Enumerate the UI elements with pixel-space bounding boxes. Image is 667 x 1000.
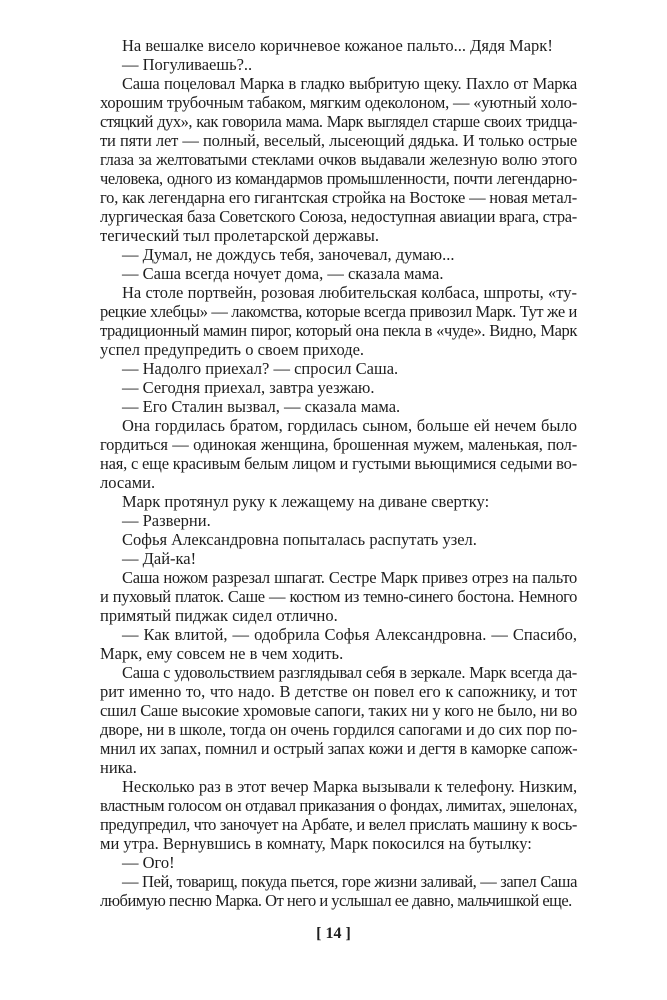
text-line: Саша ножом разрезал шпагат. Сестре Марк привез отрез на пальто <box>122 568 577 587</box>
text-line: рецкие хлебцы» — лакомства, которые всегда привозил Марк. Тут же и <box>100 302 577 321</box>
paragraph <box>100 397 577 416</box>
text-line: — Дай-ка! <box>122 549 197 568</box>
text-line: Несколько раз в этот вечер Марка вызывали к телефону. Низким, <box>122 777 577 796</box>
text-line: примятый пиджак сидел отлично. <box>100 606 338 625</box>
paragraph <box>100 625 577 663</box>
text-line: традиционный мамин пирог, который она пекла в «чуде». Видно, Марк <box>100 321 577 340</box>
text-line: лургическая база Советского Союза, недоступная авиации врага, стра- <box>100 207 577 226</box>
paragraph <box>100 55 577 74</box>
text-line: ти пяти лет — полный, веселый, лысеющий дядька. И только острые <box>100 131 577 150</box>
text-line: На вешалке висело коричневое кожаное пальто... Дядя Марк! <box>122 36 553 55</box>
text-line: властным голосом он отдавал приказания о фондах, лимитах, эшелонах, <box>100 796 577 815</box>
text-line: Саша с удовольствием разглядывал себя в зеркале. Марк всегда да- <box>122 663 577 682</box>
text-line: — Саша всегда ночует дома, — сказала мама. <box>122 264 444 283</box>
text-line: Она гордилась братом, гордилась сыном, больше ей нечем было <box>122 416 577 435</box>
page-body-text <box>100 36 577 910</box>
text-line: человека, одного из командармов промышленности, почти легендарно- <box>100 169 577 188</box>
paragraph <box>100 530 577 549</box>
text-line: и пуховый платок. Саше — костюм из темно-синего бостона. Немного <box>100 587 577 606</box>
text-line: стяцкий дух», как говорила мама. Марк выглядел старше своих тридца- <box>100 112 577 131</box>
text-line: Софья Александровна попыталась распутать узел. <box>122 530 477 549</box>
text-line: гордиться — одинокая женщина, брошенная мужем, маленькая, пол- <box>100 435 577 454</box>
text-line: — Думал, не дождусь тебя, заночевал, думаю... <box>122 245 455 264</box>
text-line: дворе, ни в школе, тогда он очень гордился сапогами и до сих пор по- <box>100 720 577 739</box>
text-line: го, как легендарна его гигантская стройка на Востоке — новая метал- <box>100 188 577 207</box>
paragraph <box>100 663 577 777</box>
text-line: — Разверни. <box>122 511 211 530</box>
text-line: — Его Сталин вызвал, — сказала мама. <box>122 397 401 416</box>
text-line: сшил Саше высокие хромовые сапоги, таких ни у кого не было, ни во <box>100 701 577 720</box>
text-line: — Ого! <box>122 853 175 872</box>
text-line: — Сегодня приехал, завтра уезжаю. <box>122 378 375 397</box>
paragraph <box>100 777 577 853</box>
paragraph <box>100 492 577 511</box>
text-line: мнил их запах, помнил и острый запах кожи и дегтя в каморке сапож- <box>100 739 578 758</box>
paragraph <box>100 872 577 910</box>
paragraph <box>100 511 577 530</box>
page-number: [ 14 ] <box>316 925 351 942</box>
text-line: На столе портвейн, розовая любительская колбаса, шпроты, «ту- <box>122 283 577 302</box>
text-line: хорошим трубочным табаком, мягким одеколоном, — «уютный холо- <box>100 93 577 112</box>
paragraph <box>100 549 577 568</box>
text-line: предупредил, что заночует на Арбате, и велел прислать машину к вось- <box>100 815 577 834</box>
text-line: — Как влитой, — одобрила Софья Александровна. — Спасибо, <box>122 625 577 644</box>
paragraph <box>100 359 577 378</box>
text-line: — Надолго приехал? — спросил Саша. <box>122 359 399 378</box>
text-line: любимую песню Марка. От него и услышал ее давно, мальчишкой еще. <box>100 891 572 910</box>
paragraph <box>100 36 577 55</box>
text-line: — Погуливаешь?.. <box>122 55 253 74</box>
text-line: ника. <box>100 758 137 777</box>
text-line: глаза за желтоватыми стеклами очков выдавали железную волю этого <box>100 150 577 169</box>
text-line: ная, с еще красивым белым лицом и густыми вьющимися седыми во- <box>100 454 577 473</box>
paragraph <box>100 264 577 283</box>
text-line: Марк протянул руку к лежащему на диване свертку: <box>122 492 490 511</box>
text-line: Марк, ему совсем не в чем ходить. <box>100 644 344 663</box>
text-line: успел предупредить о своем приходе. <box>100 340 365 359</box>
text-line: лосами. <box>100 473 156 492</box>
text-line: Саша поцеловал Марка в гладко выбритую щеку. Пахло от Марка <box>122 74 577 93</box>
paragraph <box>100 416 577 492</box>
text-line: — Пей, товарищ, покуда пьется, горе жизни заливай, — запел Саша <box>122 872 577 891</box>
paragraph <box>100 283 577 359</box>
paragraph <box>100 853 577 872</box>
text-line: ми утра. Вернувшись в комнату, Марк покосился на бутылку: <box>100 834 532 853</box>
paragraph <box>100 74 577 245</box>
paragraph <box>100 568 577 625</box>
paragraph <box>100 245 577 264</box>
paragraph <box>100 378 577 397</box>
text-line: тегический тыл пролетарской державы. <box>100 226 380 245</box>
text-line: рит именно то, что надо. В детстве он повел его к сапожнику, и тот <box>100 682 577 701</box>
